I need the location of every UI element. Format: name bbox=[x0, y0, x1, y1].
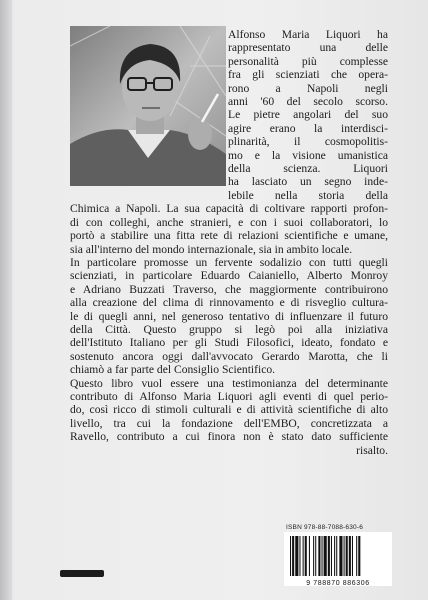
blurb-line: agire erano la interdisci- bbox=[228, 121, 388, 135]
barcode-bar bbox=[309, 536, 310, 576]
spine-edge bbox=[0, 0, 12, 600]
barcode bbox=[284, 532, 392, 586]
barcode-bar bbox=[305, 536, 307, 576]
barcode-bar bbox=[334, 536, 335, 576]
blurb-line: dell'Istituto Italiano per gli Studi Filosofici, ideato, fondato e bbox=[70, 336, 388, 350]
barcode-bar bbox=[313, 536, 314, 576]
blurb-line: In particolare promosse un fervente sodalizio con tutti quegli bbox=[70, 255, 388, 269]
blurb-line: portò a stabilire una fitta rete di relazioni scientifiche e umane, bbox=[70, 229, 388, 243]
blurb-line: e Adriano Buzzati Traverso, che maggiormente contribuirono bbox=[70, 282, 388, 296]
blurb-line: della scienza. Liquori bbox=[228, 162, 388, 176]
barcode-bar bbox=[303, 536, 304, 576]
blurb-line: alla creazione del clima di rinnovamento e di risveglio cultura- bbox=[70, 296, 388, 310]
barcode-bar bbox=[352, 536, 353, 576]
barcode-bar bbox=[358, 536, 360, 576]
blurb-line: Chimica a Napoli. La sua capacità di coltivare rapporti profon- bbox=[70, 202, 388, 216]
barcode-bar bbox=[290, 536, 291, 576]
barcode-bar bbox=[299, 536, 300, 576]
blurb-full-width bbox=[70, 202, 388, 457]
blurb-line: rono a Napoli negli bbox=[228, 81, 388, 95]
barcode-bar bbox=[349, 536, 351, 576]
barcode-bar bbox=[292, 536, 294, 576]
blurb-line: personalità più complesse bbox=[228, 54, 388, 68]
barcode-bar bbox=[295, 536, 298, 576]
barcode-bar bbox=[331, 536, 332, 576]
barcode-bar bbox=[344, 536, 345, 576]
blurb-line: livello, tra cui la fondazione dell'EMBO, concretizzata a bbox=[70, 416, 388, 430]
blurb-right-column bbox=[70, 28, 388, 202]
barcode-bar bbox=[356, 536, 357, 576]
barcode-bar bbox=[336, 536, 337, 576]
blurb-line: plinarità, il cosmopolitis- bbox=[228, 135, 388, 149]
barcode-bar bbox=[318, 536, 320, 576]
blurb-line: mo e la visione umanistica bbox=[228, 148, 388, 162]
barcode-bar bbox=[315, 536, 316, 576]
blurb-line: chiamò a far parte del Consiglio Scientifico. bbox=[70, 363, 276, 377]
blurb-line: le di quegli anni, nel generoso tentativo di influenzare il futuro bbox=[70, 309, 388, 323]
barcode-bar bbox=[322, 536, 323, 576]
barcode-bar bbox=[324, 536, 327, 576]
blurb-line: Le pietre angolari del suo bbox=[228, 108, 388, 122]
blurb-line: Questo libro vuol essere una testimonianza del determinante bbox=[70, 376, 388, 390]
blurb-line: Ravello, contributo a cui finora non è stato dato sufficiente bbox=[70, 430, 388, 444]
barcode-bar bbox=[328, 536, 330, 576]
blurb-line: ha lasciato un segno inde- bbox=[228, 175, 388, 189]
blurb-line: di con colleghi, anche stranieri, e con i suoi collaboratori, lo bbox=[70, 215, 388, 229]
blurb-line: scienziati, in particolare Eduardo Caianiello, Alberto Monroy bbox=[70, 269, 388, 283]
isbn-label: ISBN 978-88-7088-630-6 bbox=[286, 524, 364, 531]
blurb-line: do, così ricco di stimoli culturali e di attività scientifiche di alto bbox=[70, 403, 388, 417]
blurb-line: Alfonso Maria Liquori ha bbox=[228, 28, 388, 41]
blurb-text bbox=[70, 28, 388, 457]
blurb-line: contributo di Alfonso Maria Liquori agli eventi di quel perio- bbox=[70, 389, 388, 403]
publisher-logo bbox=[60, 570, 104, 577]
blurb-line: della Città. Questo gruppo si legò poi alla iniziativa bbox=[70, 322, 388, 336]
blurb-line: sia all'interno del mondo internazionale, sia in ambito locale. bbox=[70, 242, 353, 256]
blurb-line: rappresentato una delle bbox=[228, 41, 388, 55]
barcode-digits: 9 788870 886306 bbox=[306, 580, 370, 587]
blurb-line: fra gli scienziati che opera- bbox=[228, 68, 388, 82]
blurb-line: sostenuto ancora oggi dall'avvocato Gerardo Marotta, che li bbox=[70, 349, 388, 363]
blurb-line: anni '60 del secolo scorso. bbox=[228, 95, 388, 109]
barcode-bar bbox=[346, 536, 348, 576]
blurb-line: lebile nella storia della bbox=[228, 188, 388, 202]
blurb-line: risalto. bbox=[356, 443, 388, 457]
barcode-bar bbox=[339, 536, 342, 576]
